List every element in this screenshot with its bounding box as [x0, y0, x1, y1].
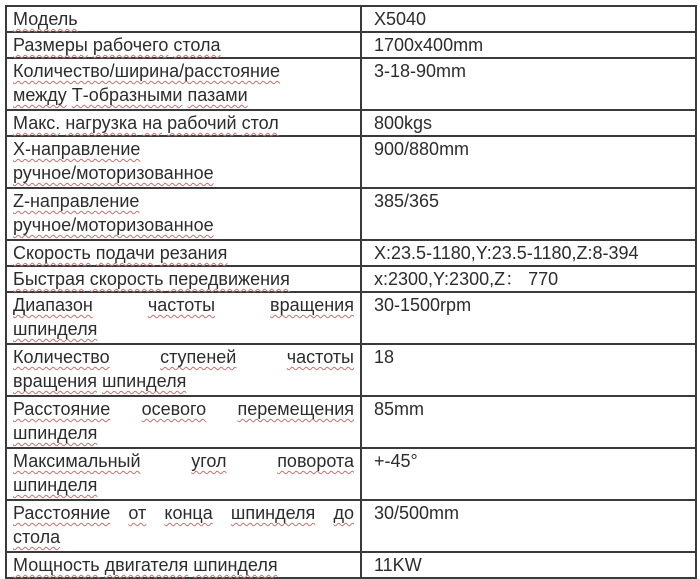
label-word: стола: [13, 527, 61, 547]
label-word: между: [13, 85, 67, 105]
label-word: рабочий: [167, 113, 237, 133]
label-word: ручное/моторизованное: [13, 163, 214, 183]
label-word: шпинделя: [193, 555, 278, 575]
table-row: [6, 240, 696, 266]
label-word: шпинделя: [101, 371, 187, 391]
label-line: [13, 213, 354, 237]
label-word: ручное/моторизованное: [13, 215, 214, 235]
label-word: вращения: [270, 295, 354, 315]
spec-value: X:23.5-1180,Y:23.5-1180,Z:8-394: [361, 240, 696, 266]
table-row: [6, 6, 696, 32]
spec-label: [6, 292, 361, 344]
label-word: скорость: [89, 269, 164, 289]
spec-label: [6, 240, 361, 266]
label-line: [13, 317, 354, 341]
label-word: Размеры: [13, 35, 88, 55]
label-word: от: [128, 503, 147, 523]
label-word: частоты: [147, 295, 216, 315]
label-line: [13, 137, 354, 161]
table-row: [6, 344, 696, 396]
table-row: [6, 552, 696, 578]
label-word: стол: [241, 113, 279, 133]
label-word: подачи: [95, 243, 155, 263]
label-word: Z-направление: [13, 191, 140, 211]
spec-value: 900/880mm: [361, 136, 696, 188]
label-line: [13, 111, 354, 135]
label-line: [13, 59, 354, 83]
label-word: передвижения: [168, 269, 290, 289]
table-row: [6, 58, 696, 110]
label-word: рабочего: [92, 35, 169, 55]
spec-label: [6, 58, 361, 110]
label-word: нагрузка: [65, 113, 138, 133]
spec-value: 385/365: [361, 188, 696, 240]
spec-label: [6, 136, 361, 188]
label-word: Макс.: [13, 113, 61, 133]
spec-label: [6, 448, 361, 500]
spec-value: 85mm: [361, 396, 696, 448]
spec-value: 1700x400mm: [361, 32, 696, 58]
label-word: X-направление: [13, 139, 141, 159]
label-word: Диапазон: [13, 295, 93, 315]
label-word: Мощность: [13, 555, 100, 575]
spec-table-body: [6, 6, 696, 578]
label-line: [13, 161, 354, 185]
spec-value: X5040: [361, 6, 696, 32]
table-row: [6, 32, 696, 58]
label-line: [13, 421, 354, 445]
spec-value: 30/500mm: [361, 500, 696, 552]
label-word: на: [142, 113, 163, 133]
label-line: [13, 33, 354, 57]
label-word: Т-образными: [71, 85, 183, 105]
spec-label: [6, 188, 361, 240]
label-line: [13, 267, 354, 291]
spec-label: [6, 6, 361, 32]
table-row: [6, 396, 696, 448]
label-word: Расстояние: [13, 399, 111, 419]
table-row: [6, 448, 696, 500]
table-row: [6, 292, 696, 344]
spec-label: [6, 32, 361, 58]
label-word: перемещения: [237, 399, 354, 419]
spec-value: 800kgs: [361, 110, 696, 136]
label-word: поворота: [277, 451, 354, 471]
spec-label: [6, 396, 361, 448]
spec-label: [6, 266, 361, 292]
spec-value: 30-1500rpm: [361, 292, 696, 344]
spec-label: [6, 110, 361, 136]
label-word: Скорость: [13, 243, 91, 263]
spec-value: x:2300,Y:2300,Z： 770: [361, 266, 696, 292]
label-word: резания: [159, 243, 228, 263]
label-word: шпинделя: [230, 503, 316, 523]
spec-value: +-45°: [361, 448, 696, 500]
label-word: двигателя: [104, 555, 189, 575]
label-word: Максимальный: [13, 451, 141, 471]
label-line: [13, 553, 354, 577]
label-line: [13, 397, 354, 421]
label-line: [13, 7, 354, 31]
label-word: вращения: [13, 371, 97, 391]
label-word: шпинделя: [13, 319, 98, 339]
label-word: конца: [164, 503, 213, 523]
table-row: [6, 110, 696, 136]
label-line: [13, 293, 354, 317]
label-line: [13, 525, 354, 549]
label-word: Расстояние: [13, 503, 111, 523]
label-word: осевого: [141, 399, 207, 419]
table-row: [6, 500, 696, 552]
label-line: [13, 369, 354, 393]
spec-value: 11KW: [361, 552, 696, 578]
label-line: [13, 189, 354, 213]
label-line: [13, 501, 354, 525]
spec-value: 3-18-90mm: [361, 58, 696, 110]
label-word: до: [333, 503, 354, 523]
label-line: [13, 345, 354, 369]
spec-label: [6, 344, 361, 396]
label-line: [13, 241, 354, 265]
table-row: [6, 188, 696, 240]
spec-table: [5, 5, 697, 579]
label-word: шпинделя: [13, 475, 98, 495]
label-word: Быстрая: [13, 269, 85, 289]
label-word: стола: [173, 35, 221, 55]
label-line: [13, 449, 354, 473]
label-word: угол: [191, 451, 227, 471]
label-line: [13, 473, 354, 497]
spec-label: [6, 500, 361, 552]
label-word: ступеней: [160, 347, 237, 367]
table-row: [6, 266, 696, 292]
label-word: пазами: [187, 85, 248, 105]
spec-value: 18: [361, 344, 696, 396]
label-line: [13, 83, 354, 107]
label-word: шпинделя: [13, 423, 98, 443]
label-word: частоты: [286, 347, 354, 367]
label-word: Модель: [13, 9, 78, 29]
table-row: [6, 136, 696, 188]
spec-label: [6, 552, 361, 578]
label-word: Количество: [13, 347, 110, 367]
label-word: Количество/ширина/расстояние: [13, 61, 281, 81]
